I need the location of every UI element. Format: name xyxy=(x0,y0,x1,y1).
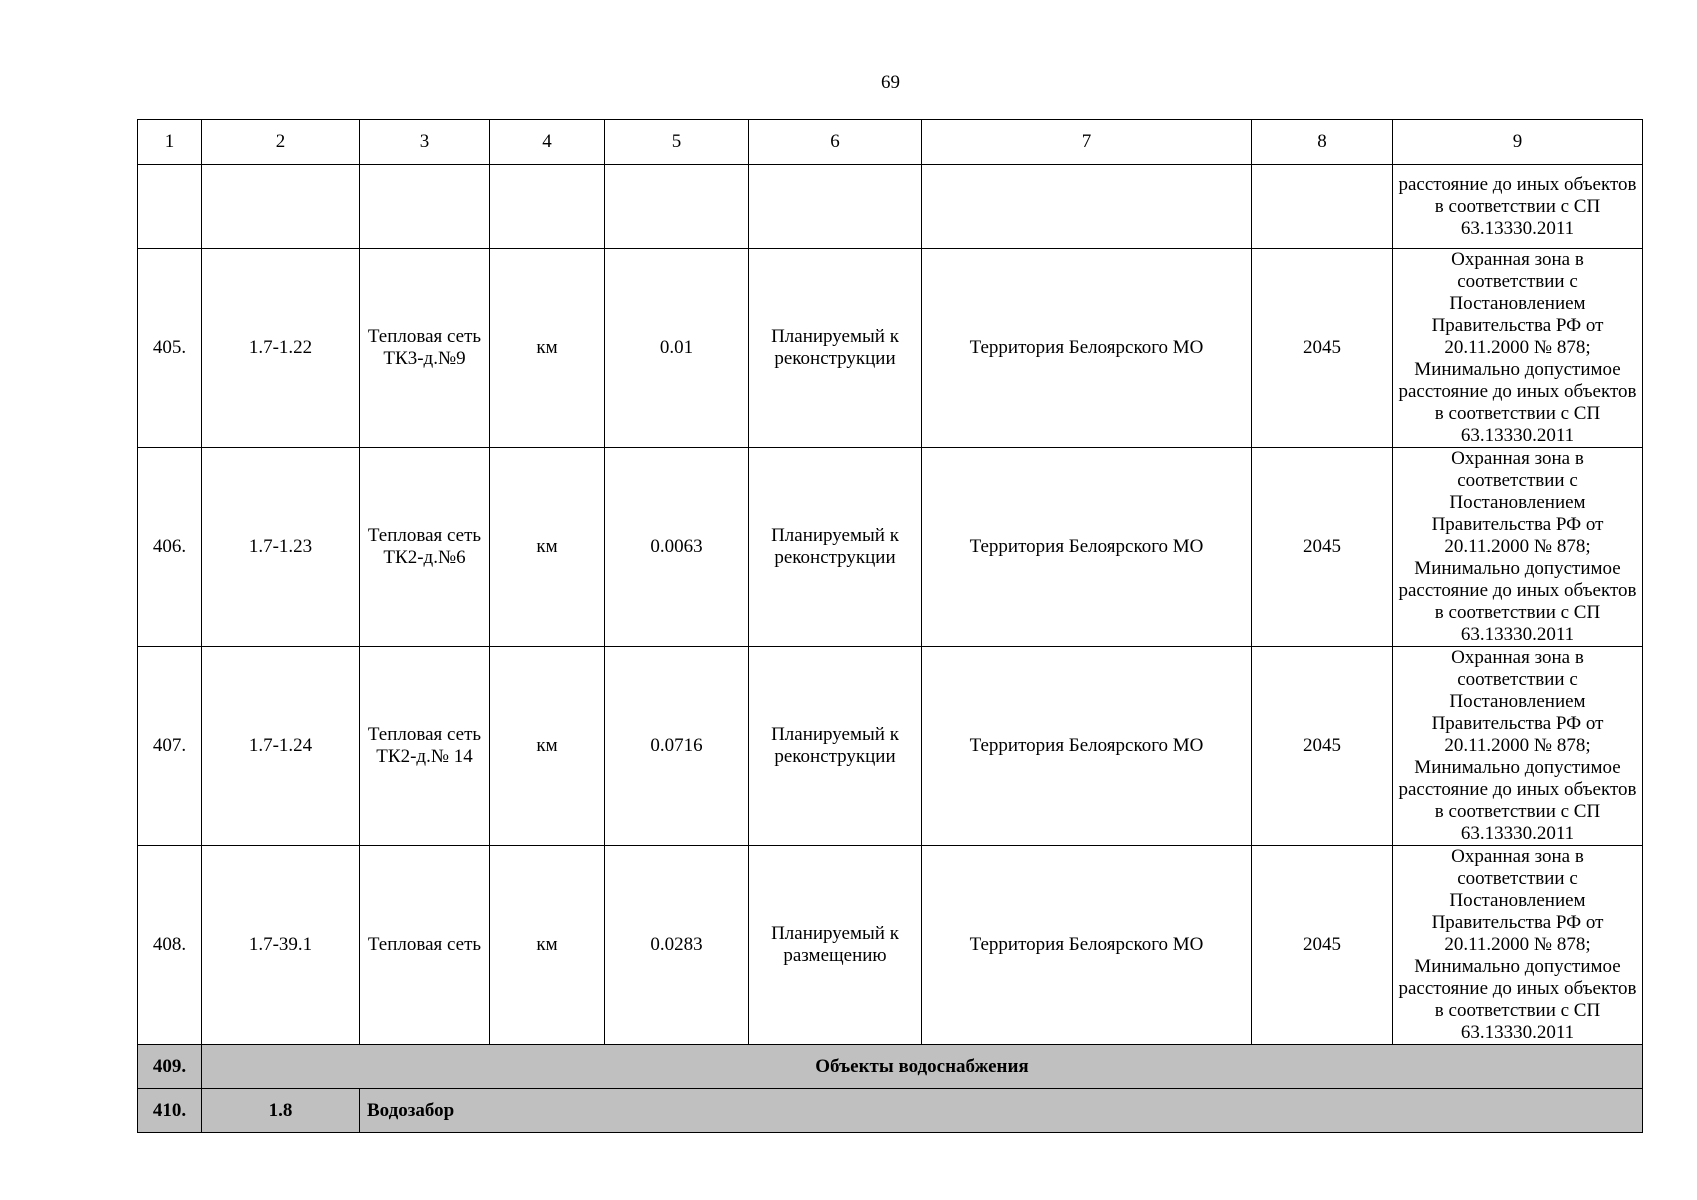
empty-cell xyxy=(922,165,1252,249)
territory: Территория Белоярского МО xyxy=(922,249,1252,448)
value: 0.0063 xyxy=(605,448,749,647)
empty-cell xyxy=(749,165,922,249)
status: Планируемый к размещению xyxy=(749,846,922,1045)
unit: км xyxy=(490,448,605,647)
subsection-title: Водозабор xyxy=(360,1089,1643,1133)
object-code: 1.7-39.1 xyxy=(202,846,360,1045)
status: Планируемый к реконструкции xyxy=(749,249,922,448)
zone-note: Охранная зона в соответствии с Постановлением Правительства РФ от 20.11.2000 № 878; Минимально допустимое расстояние до иных объектов в соответствии с СП 63.13330.2011 xyxy=(1393,249,1643,448)
header-cell: 9 xyxy=(1393,120,1643,165)
object-name: Тепловая сеть ТК2-д.№6 xyxy=(360,448,490,647)
header-cell: 7 xyxy=(922,120,1252,165)
row-number: 408. xyxy=(138,846,202,1045)
empty-cell xyxy=(490,165,605,249)
zone-note: Охранная зона в соответствии с Постановлением Правительства РФ от 20.11.2000 № 878; Минимально допустимое расстояние до иных объектов в соответствии с СП 63.13330.2011 xyxy=(1393,846,1643,1045)
table-row xyxy=(138,448,1643,647)
object-code: 1.7-1.23 xyxy=(202,448,360,647)
objects-table xyxy=(137,119,1643,1133)
territory: Территория Белоярского МО xyxy=(922,846,1252,1045)
object-name: Тепловая сеть ТК3-д.№9 xyxy=(360,249,490,448)
row-number: 410. xyxy=(138,1089,202,1133)
year: 2045 xyxy=(1252,846,1393,1045)
year: 2045 xyxy=(1252,249,1393,448)
row-number: 409. xyxy=(138,1045,202,1089)
header-cell: 4 xyxy=(490,120,605,165)
year: 2045 xyxy=(1252,448,1393,647)
territory: Территория Белоярского МО xyxy=(922,448,1252,647)
header-row xyxy=(138,120,1643,165)
section-row xyxy=(138,1045,1643,1089)
empty-cell xyxy=(605,165,749,249)
empty-cell xyxy=(202,165,360,249)
row-number: 406. xyxy=(138,448,202,647)
header-cell: 5 xyxy=(605,120,749,165)
page-number: 69 xyxy=(881,72,900,93)
empty-cell xyxy=(138,165,202,249)
empty-cell xyxy=(360,165,490,249)
status: Планируемый к реконструкции xyxy=(749,448,922,647)
status: Планируемый к реконструкции xyxy=(749,647,922,846)
header-cell: 2 xyxy=(202,120,360,165)
table-row xyxy=(138,846,1643,1045)
row-number: 407. xyxy=(138,647,202,846)
territory: Территория Белоярского МО xyxy=(922,647,1252,846)
zone-note: Охранная зона в соответствии с Постановлением Правительства РФ от 20.11.2000 № 878; Минимально допустимое расстояние до иных объектов в соответствии с СП 63.13330.2011 xyxy=(1393,647,1643,846)
unit: км xyxy=(490,249,605,448)
value: 0.0716 xyxy=(605,647,749,846)
table-row xyxy=(138,647,1643,846)
zone-note: Охранная зона в соответствии с Постановлением Правительства РФ от 20.11.2000 № 878; Минимально допустимое расстояние до иных объектов в соответствии с СП 63.13330.2011 xyxy=(1393,448,1643,647)
value: 0.01 xyxy=(605,249,749,448)
section-title: Объекты водоснабжения xyxy=(202,1045,1643,1089)
unit: км xyxy=(490,647,605,846)
continued-row xyxy=(138,165,1643,249)
header-cell: 3 xyxy=(360,120,490,165)
header-cell: 8 xyxy=(1252,120,1393,165)
header-cell: 6 xyxy=(749,120,922,165)
object-code: 1.7-1.24 xyxy=(202,647,360,846)
year: 2045 xyxy=(1252,647,1393,846)
empty-cell xyxy=(1252,165,1393,249)
unit: км xyxy=(490,846,605,1045)
continued-note: расстояние до иных объектов в соответствии с СП 63.13330.2011 xyxy=(1393,165,1643,249)
object-name: Тепловая сеть xyxy=(360,846,490,1045)
row-number: 405. xyxy=(138,249,202,448)
value: 0.0283 xyxy=(605,846,749,1045)
header-cell: 1 xyxy=(138,120,202,165)
object-code: 1.8 xyxy=(202,1089,360,1133)
object-name: Тепловая сеть ТК2-д.№ 14 xyxy=(360,647,490,846)
subsection-row xyxy=(138,1089,1643,1133)
object-code: 1.7-1.22 xyxy=(202,249,360,448)
table-row xyxy=(138,249,1643,448)
